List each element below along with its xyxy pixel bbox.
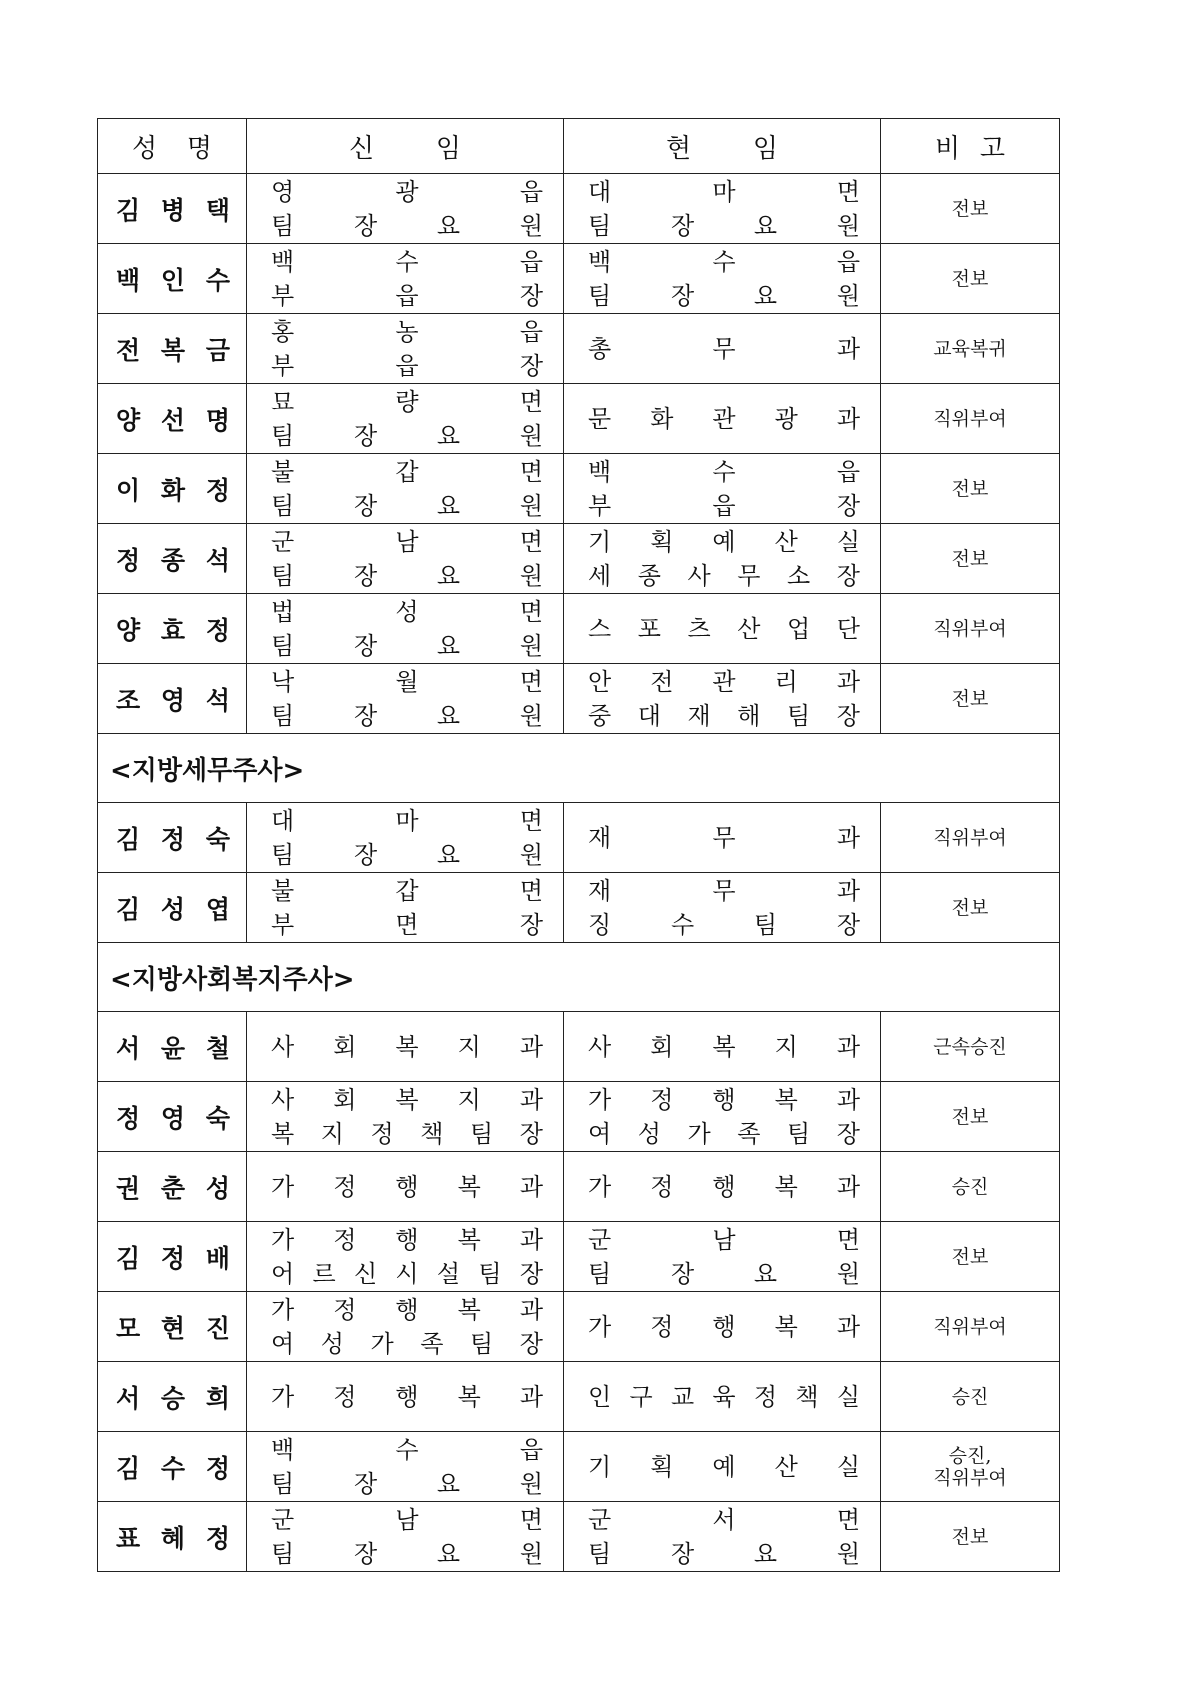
new-post-cell	[247, 385, 563, 453]
current-post-line: 가 정 행 복 과	[588, 1312, 860, 1341]
current-post-line: 부 읍 장	[588, 491, 860, 520]
new-post-cell	[247, 665, 563, 733]
person-name: 김 정 숙	[116, 824, 230, 854]
person-name: 백 인 수	[116, 265, 230, 295]
new-post-cell	[247, 1293, 563, 1361]
current-post-line: 징 수 팀 장	[588, 910, 860, 939]
person-name: 이 화 정	[116, 475, 230, 505]
current-post-line: 사 회 복 지 과	[588, 1032, 860, 1061]
remark: 전보	[951, 1245, 989, 1268]
header-new-post: 신 임	[349, 133, 461, 164]
new-post-cell	[247, 175, 563, 243]
new-post-line: 부 읍 장	[271, 281, 543, 310]
remark: 전보	[951, 896, 989, 919]
new-post-cell	[247, 1503, 563, 1571]
person-name: 서 윤 철	[116, 1033, 230, 1063]
person-name: 모 현 진	[116, 1313, 230, 1343]
current-post-line: 가 정 행 복 과	[588, 1085, 860, 1114]
person-name: 김 병 택	[116, 195, 230, 225]
current-post-cell	[564, 455, 880, 523]
current-post-line: 재 무 과	[588, 876, 860, 905]
person-name: 정 종 석	[116, 545, 230, 575]
new-post-line: 어 르 신 시 설 팀 장	[271, 1259, 543, 1288]
new-post-line: 백 수 읍	[271, 1435, 543, 1464]
table-row	[98, 1432, 1060, 1502]
remark: 직위부여	[933, 1315, 1007, 1338]
remark: 전보	[951, 1105, 989, 1128]
remark: 전보	[951, 267, 989, 290]
current-post-line: 세 종 사 무 소 장	[588, 561, 860, 590]
header-current-post: 현 임	[666, 133, 778, 164]
remark: 승진	[951, 1175, 989, 1198]
new-post-line: 팀 장 요 원	[271, 421, 543, 450]
person-name: 김 수 정	[116, 1453, 230, 1483]
new-post-cell	[247, 525, 563, 593]
remark: 전보	[951, 197, 989, 220]
remark: 승진, 직위부여	[933, 1444, 1007, 1489]
person-name: 표 혜 정	[116, 1523, 230, 1553]
new-post-cell	[247, 1030, 563, 1064]
current-post-cell	[564, 1223, 880, 1291]
section-title: <지방세무주사>	[110, 755, 305, 786]
current-post-cell	[564, 612, 880, 646]
person-name: 김 정 배	[116, 1243, 230, 1273]
current-post-line: 여 성 가 족 팀 장	[588, 1119, 860, 1148]
header-name: 성 명	[132, 133, 212, 164]
new-post-line: 대 마 면	[271, 806, 543, 835]
table-row	[98, 873, 1060, 943]
new-post-cell	[247, 804, 563, 872]
header-note: 비 고	[935, 133, 1005, 164]
person-name: 김 성 엽	[116, 894, 230, 924]
section-header-row	[98, 943, 1060, 1012]
current-post-line: 백 수 읍	[588, 247, 860, 276]
table-row	[98, 594, 1060, 664]
person-name: 정 영 숙	[116, 1103, 230, 1133]
table-row	[98, 1222, 1060, 1292]
current-post-line: 군 남 면	[588, 1225, 860, 1254]
new-post-line: 영 광 읍	[271, 177, 543, 206]
current-post-line: 재 무 과	[588, 823, 860, 852]
table-row	[98, 664, 1060, 734]
current-post-cell	[564, 665, 880, 733]
current-post-line: 인 구 교 육 정 책 실	[588, 1382, 860, 1411]
table-row	[98, 1082, 1060, 1152]
new-post-line: 사 회 복 지 과	[271, 1032, 543, 1061]
current-post-cell	[564, 1310, 880, 1344]
new-post-cell	[247, 315, 563, 383]
current-post-line: 대 마 면	[588, 177, 860, 206]
table-row	[98, 174, 1060, 244]
table-row	[98, 454, 1060, 524]
new-post-line: 팀 장 요 원	[271, 631, 543, 660]
current-post-line: 문 화 관 광 과	[588, 404, 860, 433]
new-post-line: 사 회 복 지 과	[271, 1085, 543, 1114]
current-post-line: 군 서 면	[588, 1505, 860, 1534]
table-row	[98, 1502, 1060, 1572]
current-post-cell	[564, 402, 880, 436]
current-post-line: 팀 장 요 원	[588, 1539, 860, 1568]
new-post-line: 부 면 장	[271, 910, 543, 939]
current-post-cell	[564, 525, 880, 593]
new-post-cell	[247, 874, 563, 942]
personnel-table	[97, 118, 1060, 1572]
remark: 전보	[951, 687, 989, 710]
current-post-cell	[564, 1450, 880, 1484]
new-post-line: 백 수 읍	[271, 247, 543, 276]
current-post-line: 기 획 예 산 실	[588, 1452, 860, 1481]
person-name: 서 승 희	[116, 1383, 230, 1413]
current-post-cell	[564, 1170, 880, 1204]
new-post-line: 법 성 면	[271, 597, 543, 626]
person-name: 양 효 정	[116, 615, 230, 645]
new-post-cell	[247, 1170, 563, 1204]
current-post-cell	[564, 1083, 880, 1151]
new-post-line: 불 갑 면	[271, 876, 543, 905]
current-post-line: 팀 장 요 원	[588, 1259, 860, 1288]
new-post-line: 낙 월 면	[271, 667, 543, 696]
current-post-cell	[564, 175, 880, 243]
person-name: 양 선 명	[116, 405, 230, 435]
new-post-line: 부 읍 장	[271, 351, 543, 380]
current-post-cell	[564, 1030, 880, 1064]
current-post-line: 팀 장 요 원	[588, 211, 860, 240]
new-post-cell	[247, 1380, 563, 1414]
section-header-row	[98, 734, 1060, 803]
current-post-cell	[564, 1380, 880, 1414]
new-post-line: 여 성 가 족 팀 장	[271, 1329, 543, 1358]
new-post-line: 팀 장 요 원	[271, 561, 543, 590]
new-post-line: 군 남 면	[271, 1505, 543, 1534]
table-row	[98, 1152, 1060, 1222]
current-post-line: 스 포 츠 산 업 단	[588, 614, 860, 643]
new-post-line: 가 정 행 복 과	[271, 1172, 543, 1201]
table-row	[98, 314, 1060, 384]
remark: 승진	[951, 1385, 989, 1408]
table-row	[98, 1012, 1060, 1082]
table-row	[98, 384, 1060, 454]
new-post-cell	[247, 595, 563, 663]
table-row	[98, 1362, 1060, 1432]
remark: 전보	[951, 547, 989, 570]
current-post-line: 기 획 예 산 실	[588, 527, 860, 556]
new-post-line: 가 정 행 복 과	[271, 1382, 543, 1411]
new-post-line: 복 지 정 책 팀 장	[271, 1119, 543, 1148]
remark: 직위부여	[933, 826, 1007, 849]
table-row	[98, 1292, 1060, 1362]
new-post-line: 가 정 행 복 과	[271, 1295, 543, 1324]
remark: 직위부여	[933, 407, 1007, 430]
new-post-cell	[247, 1433, 563, 1501]
new-post-line: 묘 량 면	[271, 387, 543, 416]
new-post-line: 팀 장 요 원	[271, 1539, 543, 1568]
new-post-line: 군 남 면	[271, 527, 543, 556]
current-post-cell	[564, 874, 880, 942]
new-post-line: 홍 농 읍	[271, 317, 543, 346]
current-post-line: 팀 장 요 원	[588, 281, 860, 310]
remark: 교육복귀	[933, 337, 1007, 360]
new-post-cell	[247, 455, 563, 523]
current-post-line: 백 수 읍	[588, 457, 860, 486]
person-name: 전 복 금	[116, 335, 230, 365]
new-post-line: 가 정 행 복 과	[271, 1225, 543, 1254]
remark: 근속승진	[933, 1035, 1007, 1058]
new-post-cell	[247, 1083, 563, 1151]
remark: 전보	[951, 477, 989, 500]
new-post-line: 불 갑 면	[271, 457, 543, 486]
section-title: <지방사회복지주사>	[110, 964, 355, 995]
header-row	[98, 119, 1060, 174]
new-post-line: 팀 장 요 원	[271, 491, 543, 520]
current-post-cell	[564, 821, 880, 855]
person-name: 권 춘 성	[116, 1173, 230, 1203]
remark: 직위부여	[933, 617, 1007, 640]
current-post-line: 총 무 과	[588, 334, 860, 363]
table-row	[98, 524, 1060, 594]
current-post-line: 가 정 행 복 과	[588, 1172, 860, 1201]
current-post-cell	[564, 332, 880, 366]
current-post-cell	[564, 1503, 880, 1571]
new-post-line: 팀 장 요 원	[271, 1469, 543, 1498]
person-name: 조 영 석	[116, 685, 230, 715]
new-post-line: 팀 장 요 원	[271, 840, 543, 869]
table-row	[98, 244, 1060, 314]
new-post-line: 팀 장 요 원	[271, 701, 543, 730]
current-post-cell	[564, 245, 880, 313]
new-post-line: 팀 장 요 원	[271, 211, 543, 240]
remark: 전보	[951, 1525, 989, 1548]
table-row	[98, 803, 1060, 873]
new-post-cell	[247, 1223, 563, 1291]
new-post-cell	[247, 245, 563, 313]
current-post-line: 중 대 재 해 팀 장	[588, 701, 860, 730]
current-post-line: 안 전 관 리 과	[588, 667, 860, 696]
